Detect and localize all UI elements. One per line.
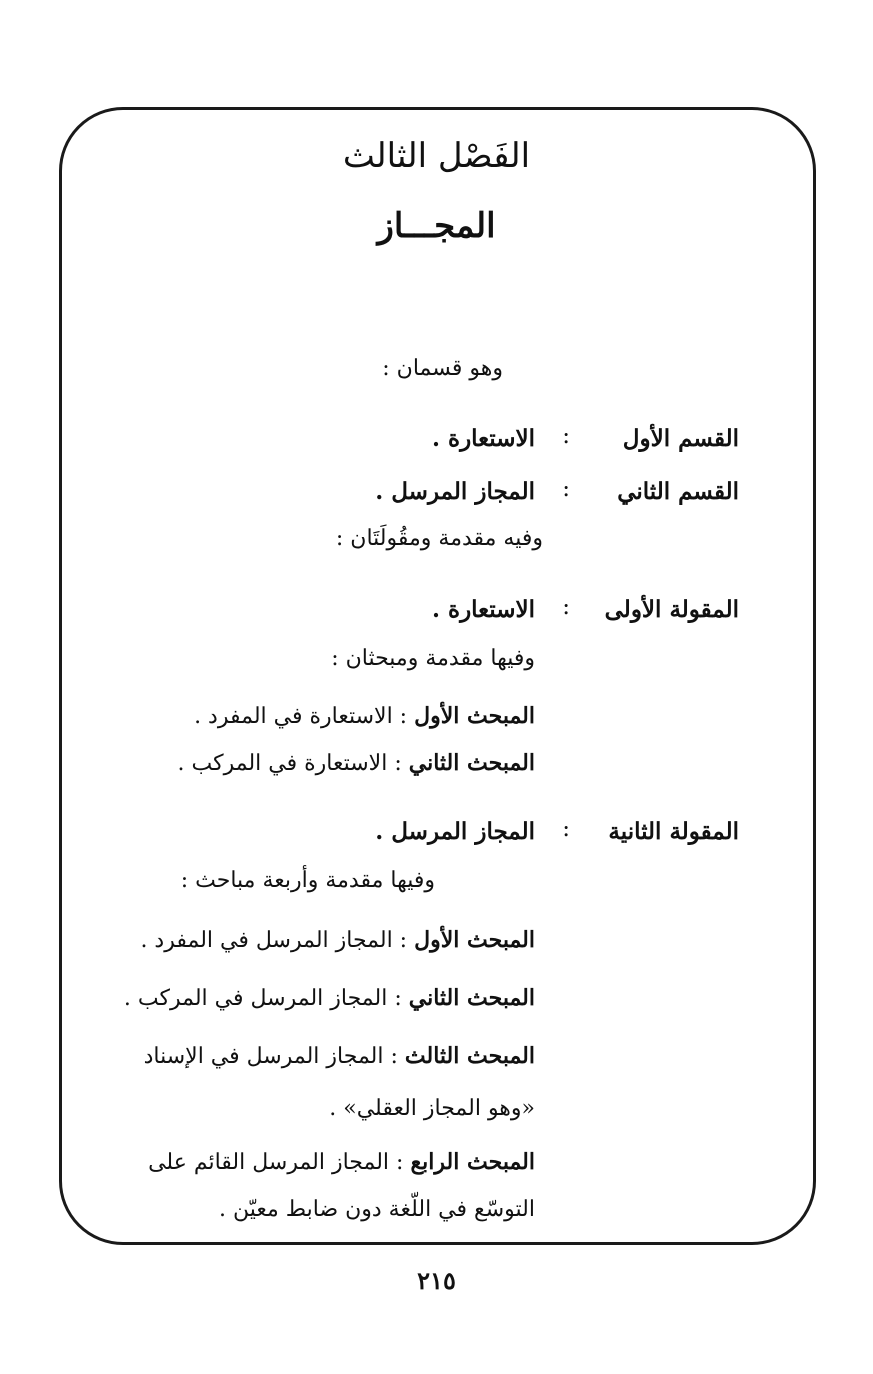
part-1-label: القسم الأول [622, 425, 739, 452]
maqula-1-topic-2 [178, 750, 535, 776]
topic-label: المبحث الأول [414, 703, 535, 729]
chapter-title: الفَصْل الثالث [342, 136, 531, 176]
maqula-2-topic-1 [140, 927, 535, 953]
maqula-2-note: وفيها مقدمة وأربعة مباحث : [180, 868, 435, 893]
topic-label: المبحث الرابع [410, 1149, 535, 1175]
topic-label: المبحث الثالث [404, 1043, 535, 1069]
topic-text: : المجاز المرسل في المركب . [123, 986, 402, 1011]
topic-label: المبحث الثاني [408, 750, 535, 776]
maqula-1-sep: : [562, 594, 570, 620]
part-2-value: المجاز المرسل . [375, 478, 535, 505]
parts-note: وفيه مقدمة ومقُولَتَان : [335, 526, 543, 551]
maqula-2-topic-4 [148, 1149, 535, 1175]
part-1-sep: : [562, 423, 570, 449]
topic-text: : المجاز المرسل في المفرد . [140, 928, 408, 953]
topic-text: : الاستعارة في المركب . [177, 751, 402, 776]
topic-text: : المجاز المرسل القائم على [148, 1150, 404, 1175]
maqula-1-topic-1 [194, 703, 535, 729]
maqula-1-value: الاستعارة . [432, 596, 535, 623]
maqula-2-topic-4-continuation: التوسّع في اللّغة دون ضابط معيّن . [218, 1197, 535, 1222]
maqula-2-topic-3 [144, 1043, 535, 1069]
part-2-sep: : [562, 476, 570, 502]
part-2-label: القسم الثاني [617, 478, 739, 505]
section-title: المجـــاز [377, 206, 496, 246]
maqula-2-sep: : [562, 816, 570, 842]
part-1-value: الاستعارة . [432, 425, 535, 452]
maqula-2-label: المقولة الثانية [608, 818, 739, 845]
topic-label: المبحث الثاني [408, 985, 535, 1011]
maqula-2-value: المجاز المرسل . [375, 818, 535, 845]
page-number: ٢١٥ [417, 1266, 456, 1295]
topic-label: المبحث الأول [414, 927, 535, 953]
page-border-frame [59, 107, 816, 1245]
intro-text: وهو قسمان : [382, 356, 503, 381]
topic-text: : الاستعارة في المفرد . [194, 704, 408, 729]
maqula-2-topic-3-continuation: «وهو المجاز العقلي» . [329, 1096, 535, 1121]
topic-text: : المجاز المرسل في الإسناد [143, 1044, 398, 1069]
maqula-1-label: المقولة الأولى [604, 596, 739, 623]
maqula-2-topic-2 [124, 985, 535, 1011]
maqula-1-note: وفيها مقدمة ومبحثان : [331, 646, 535, 671]
